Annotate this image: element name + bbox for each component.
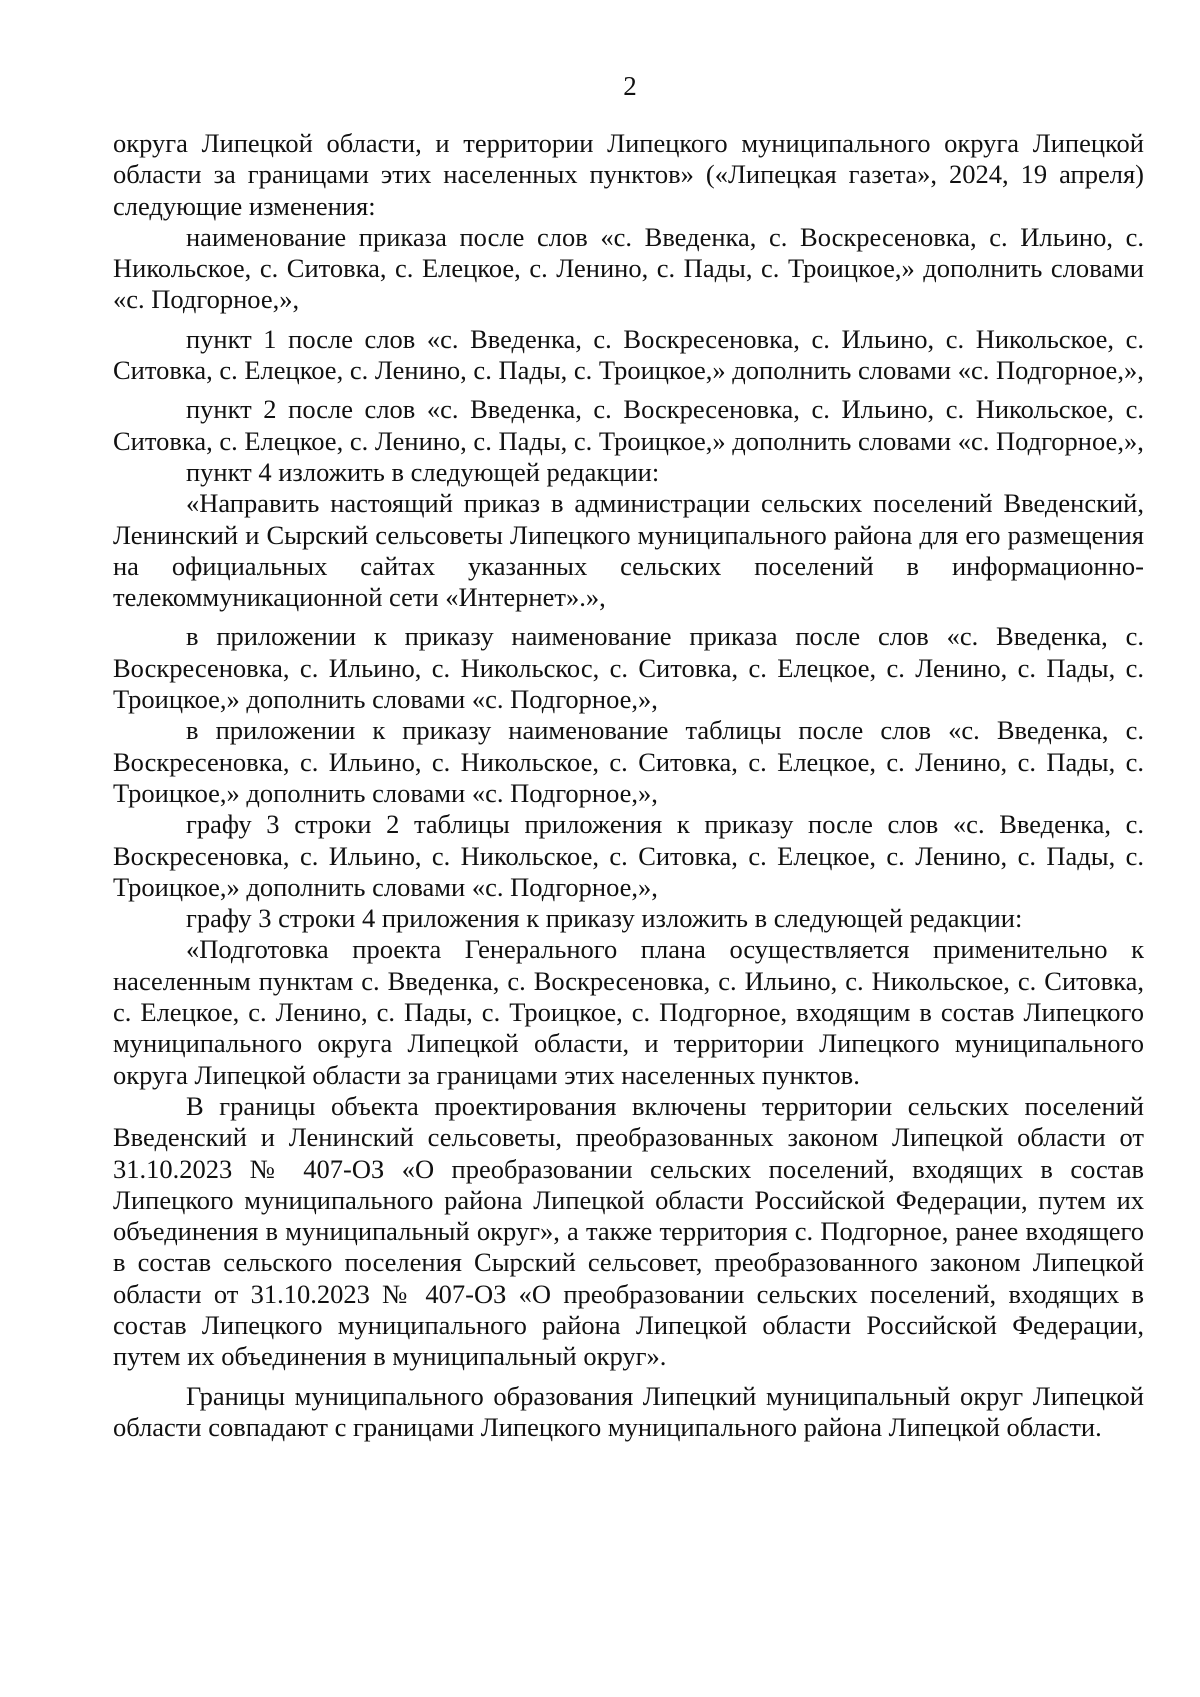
paragraph: пункт 1 после слов «с. Введенка, с. Воскресеновка, с. Ильино, с. Никольское, с. Ситовка, с. Елецкое, с. Ленино, с. Пады, с. Троицкое,» дополнить словами «с. Подгорное,», (113, 323, 1144, 386)
paragraph: округа Липецкой области, и территории Липецкого муниципального округа Липецкой области за границами этих населенных пунктов» («Липецкая газета», 2024, 19 апреля) следующие изменения: (113, 128, 1144, 221)
paragraph: пункт 4 изложить в следующей редакции: (186, 456, 660, 487)
paragraph: наименование приказа после слов «с. Введенка, с. Воскресеновка, с. Ильино, с. Никольское, с. Ситовка, с. Елецкое, с. Ленино, с. Пады, с. Троицкое,» дополнить словами «с. Подгорное,», (113, 221, 1144, 315)
paragraph: графу 3 строки 4 приложения к приказу изложить в следующей редакции: (186, 903, 1023, 934)
paragraph: «Подготовка проекта Генерального плана осуществляется применительно к населенным пунктам с. Введенка, с. Воскресеновка, с. Ильино, с. Никольское, с. Ситовка, с. Елецкое, с. Ленино, с. Пады, с. Троицкое, с. Подгорное, входящим в состав Липецкого муниципального округа Липецкой области, и территории Липецкого муниципального округа Липецкой области за границами этих населенных пунктов. (113, 934, 1144, 1090)
document-body (113, 128, 1144, 1443)
paragraph: В границы объекта проектирования включены территории сельских поселений Введенский и Ленинский сельсоветы, преобразованных законом Липецкой области от 31.10.2023 № 407-ОЗ «О преобразовании сельских поселений, входящих в состав Липецкого муниципального района Липецкой области Российской Федерации, путем их объединения в муниципальный округ», а также территория с. Подгорное, ранее входящего в состав сельского поселения Сырский сельсовет, преобразованного законом Липецкой области от 31.10.2023 № 407-ОЗ «О преобразовании сельских поселений, входящих в состав Липецкого муниципального района Липецкой области Российской Федерации, путем их объединения в муниципальный округ». (113, 1090, 1144, 1372)
paragraph: графу 3 строки 2 таблицы приложения к приказу после слов «с. Введенка, с. Воскресеновка, с. Ильино, с. Никольское, с. Ситовка, с. Елецкое, с. Ленино, с. Пады, с. Троицкое,» дополнить словами «с. Подгорное,», (113, 809, 1144, 902)
paragraph: в приложении к приказу наименование таблицы после слов «с. Введенка, с. Воскресеновка, с. Ильино, с. Никольское, с. Ситовка, с. Елецкое, с. Ленино, с. Пады, с. Троицкое,» дополнить словами «с. Подгорное,», (113, 715, 1144, 808)
paragraph: пункт 2 после слов «с. Введенка, с. Воскресеновка, с. Ильино, с. Никольское, с. Ситовка, с. Елецкое, с. Ленино, с. Пады, с. Троицкое,» дополнить словами «с. Подгорное,», (113, 394, 1144, 456)
page-number: 2 (623, 71, 637, 101)
paragraph: в приложении к приказу наименование приказа после слов «с. Введенка, с. Воскресеновка, с. Ильино, с. Никольскос, с. Ситовка, с. Елецкое, с. Ленино, с. Пады, с. Троицкое,» дополнить словами «с. Подгорное,», (113, 621, 1144, 715)
paragraph: «Направить настоящий приказ в администрации сельских поселений Введенский, Ленинский и Сырский сельсоветы Липецкого муниципального района для его размещения на официальных сайтах указанных сельских поселений в информационно-телекоммуникационной сети «Интернет».», (113, 488, 1144, 613)
paragraph: Границы муниципального образования Липецкий муниципальный округ Липецкой области совпадают с границами Липецкого муниципального района Липецкой области. (113, 1380, 1144, 1442)
